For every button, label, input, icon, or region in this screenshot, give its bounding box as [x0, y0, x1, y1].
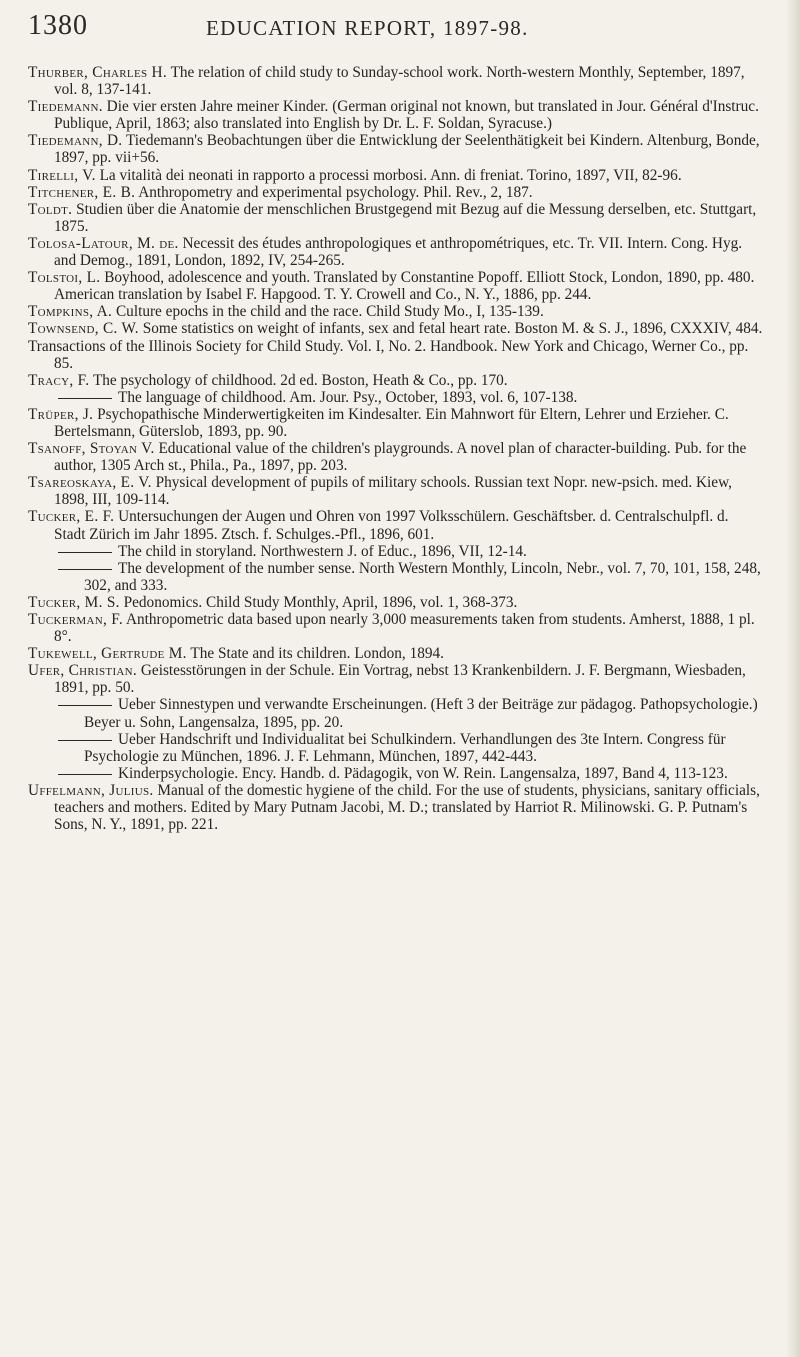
entry-author: Tompkins, A.: [28, 303, 113, 321]
entry-text: Some statistics on weight of infants, sex and fetal heart rate. Boston M. & S. J., 1896, CXXXIV, 484.: [142, 320, 763, 338]
bibliography-entry: [28, 611, 763, 645]
bibliography-entry: [28, 167, 763, 184]
bibliography-entry: [28, 338, 763, 372]
entry-author: Tolstoi, L.: [28, 269, 101, 287]
entry-author: Tuckerman, F.: [28, 611, 123, 628]
page-number: 1380: [28, 10, 88, 41]
bibliography-entry: [28, 765, 763, 782]
entry-text: The psychology of childhood. 2d ed. Boston, Heath & Co., pp. 170.: [92, 371, 508, 389]
bibliography-entry: [28, 372, 763, 389]
entry-text: La vitalità dei neonati in rapporto a processi morbosi. Ann. di freniat. Torino, 1897, VII, 82-96.: [99, 166, 682, 184]
entry-text: Anthropometry and experimental psychology. Phil. Rev., 2, 187.: [138, 183, 533, 201]
ditto-dash: [58, 705, 112, 706]
ditto-dash: [58, 552, 112, 553]
bibliography-list: [28, 64, 763, 833]
bibliography-entry: [28, 64, 763, 98]
entry-text: Educational value of the children's playgrounds. A novel plan of character-building. Pub. for the author, 1305 Arch st., Phila., Pa., 1897, pp. 203.: [54, 440, 747, 475]
entry-author: Tiedemann, D.: [28, 132, 123, 150]
entry-author: Tolosa-Latour, M. de.: [28, 234, 179, 252]
bibliography-entry: [28, 132, 763, 166]
page-header: [28, 6, 748, 50]
bibliography-entry: [28, 594, 763, 611]
entry-text: The State and its children. London, 1894.: [190, 645, 444, 663]
entry-author: Tukewell, Gertrude M.: [28, 645, 187, 663]
bibliography-entry: [28, 235, 763, 269]
bibliography-entry: [28, 508, 763, 542]
bibliography-entry: [28, 98, 763, 132]
bibliography-entry: [28, 543, 763, 560]
entry-author: Thurber, Charles H.: [28, 64, 167, 81]
bibliography-entry: [28, 184, 763, 201]
bibliography-entry: [28, 269, 763, 303]
entry-author: Titchener, E. B.: [28, 183, 136, 201]
running-title: EDUCATION REPORT, 1897-98.: [206, 16, 529, 40]
bibliography-entry: [28, 782, 763, 833]
entry-author: Townsend, C. W.: [28, 320, 139, 338]
entry-author: Tsanoff, Stoyan V.: [28, 440, 155, 458]
bibliography-entry: [28, 440, 763, 474]
entry-author: Tiedemann.: [28, 98, 103, 116]
entry-text: Kinderpsychologie. Ency. Handb. d. Pädagogik, von W. Rein. Langensalza, 1897, Band 4, 113-123.: [118, 764, 728, 782]
bibliography-entry: [28, 696, 763, 730]
ditto-dash: [58, 398, 112, 399]
entry-text: Boyhood, adolescence and youth. Translated by Constantine Popoff. Elliott Stock, London, 1890, pp. 480. American translation by Isabel F. Hapgood. T. Y. Crowell and Co., N. Y., 1886, pp. 244.: [54, 269, 755, 304]
entry-author: Toldt.: [28, 200, 73, 218]
entry-text: Ueber Sinnestypen und verwandte Erscheinungen. (Heft 3 der Beiträge zur pädagog. Pathopsychologie.) Beyer u. Sohn, Langensalza, 1895, pp. 20.: [84, 696, 758, 731]
entry-author: Trüper, J.: [28, 405, 94, 423]
entry-author: Ufer, Christian.: [28, 662, 138, 680]
scan-edge-shadow: [786, 0, 800, 1357]
entry-author: Tucker, E. F.: [28, 508, 115, 526]
bibliography-entry: [28, 662, 763, 696]
entry-text: Ueber Handschrift und Individualitat bei Schulkindern. Verhandlungen des 3te Intern. Congress für Psychologie zu München, 1896. J. F. Lehmann, München, 1897, 442-443.: [84, 730, 726, 765]
bibliography-entry: [28, 406, 763, 440]
entry-text: Studien über die Anatomie der menschlichen Brustgegend mit Bezug auf die Messung derselben, etc. Stuttgart, 1875.: [54, 200, 757, 235]
entry-text: The child in storyland. Northwestern J. of Educ., 1896, VII, 12-14.: [118, 542, 527, 560]
entry-text: Culture epochs in the child and the race. Child Study Mo., I, 135-139.: [115, 303, 544, 321]
entry-author: Tirelli, V.: [28, 166, 96, 184]
entry-text: Transactions of the Illinois Society for Child Study. Vol. I, No. 2. Handbook. New York and Chicago, Werner Co., pp. 85.: [28, 337, 749, 372]
entry-text: Pedonomics. Child Study Monthly, April, 1896, vol. 1, 368-373.: [123, 593, 518, 611]
ditto-dash: [58, 740, 112, 741]
entry-author: Tracy, F.: [28, 371, 90, 389]
entry-author: Tsareoskaya, E. V.: [28, 474, 152, 492]
entry-text: Necessit des études anthropologiques et anthropométriques, etc. Tr. VII. Intern. Cong. Hyg. and Demog., 1891, London, 1892, IV, 254-265.: [54, 234, 743, 270]
entry-author: Uffelmann, Julius.: [28, 781, 154, 799]
bibliography-entry: [28, 645, 763, 662]
entry-text: Untersuchungen der Augen und Ohren von 1997 Volksschülern. Geschäftsber. d. Centralschulpfl. d. Stadt Zürich im Jahr 1895. Ztsch. f. Schulges.-Pfl., 1896, 601.: [54, 508, 729, 543]
bibliography-entry: [28, 320, 763, 337]
ditto-dash: [58, 569, 112, 570]
entry-text: The language of childhood. Am. Jour. Psy., October, 1893, vol. 6, 107-138.: [118, 388, 578, 406]
entry-text: Anthropometric data based upon nearly 3,000 measurements taken from students. Amherst, 1888, 1 pl. 8°.: [54, 611, 755, 646]
entry-text: The relation of child study to Sunday-school work. North-western Monthly, September, 1897, vol. 8, 137-141.: [54, 64, 745, 99]
entry-text: Tiedemann's Beobachtungen über die Entwicklung der Seelenthätigkeit bei Kindern. Altenburg, Bonde, 1897, pp. vii+56.: [54, 132, 760, 167]
entry-text: Geistesstörungen in der Schule. Ein Vortrag, nebst 13 Krankenbildern. J. F. Bergmann, Wiesbaden, 1891, pp. 50.: [54, 662, 746, 697]
entry-author: Tucker, M. S.: [28, 593, 120, 611]
entry-text: Die vier ersten Jahre meiner Kinder. (German original not known, but translated in Jour. Général d'Instruc. Publique, April, 1863; also translated into English by Dr. L. F. Soldan, Syracuse.): [54, 98, 759, 133]
entry-text: The development of the number sense. North Western Monthly, Lincoln, Nebr., vol. 7, 70, 101, 158, 248, 302, and 333.: [84, 559, 761, 594]
bibliography-entry: [28, 389, 763, 406]
entry-text: Manual of the domestic hygiene of the child. For the use of students, physicians, sanitary officials, teachers and mothers. Edited by Mary Putnam Jacobi, M. D.; translated by Harriot R. Milinowski. G. P. Putnam's Sons, N. Y., 1891, pp. 221.: [54, 781, 760, 834]
bibliography-entry: [28, 474, 763, 508]
entry-text: Psychopathische Minderwertigkeiten im Kindesalter. Ein Mahnwort für Eltern, Lehrer und Erzieher. C. Bertelsmann, Güterslob, 1893, pp. 90.: [54, 405, 729, 440]
bibliography-entry: [28, 731, 763, 765]
entry-text: Physical development of pupils of military schools. Russian text Nopr. new-psich. med. Kiew, 1898, III, 109-114.: [54, 474, 732, 509]
bibliography-entry: [28, 201, 763, 235]
bibliography-entry: [28, 560, 763, 594]
bibliography-entry: [28, 303, 763, 320]
ditto-dash: [58, 774, 112, 775]
